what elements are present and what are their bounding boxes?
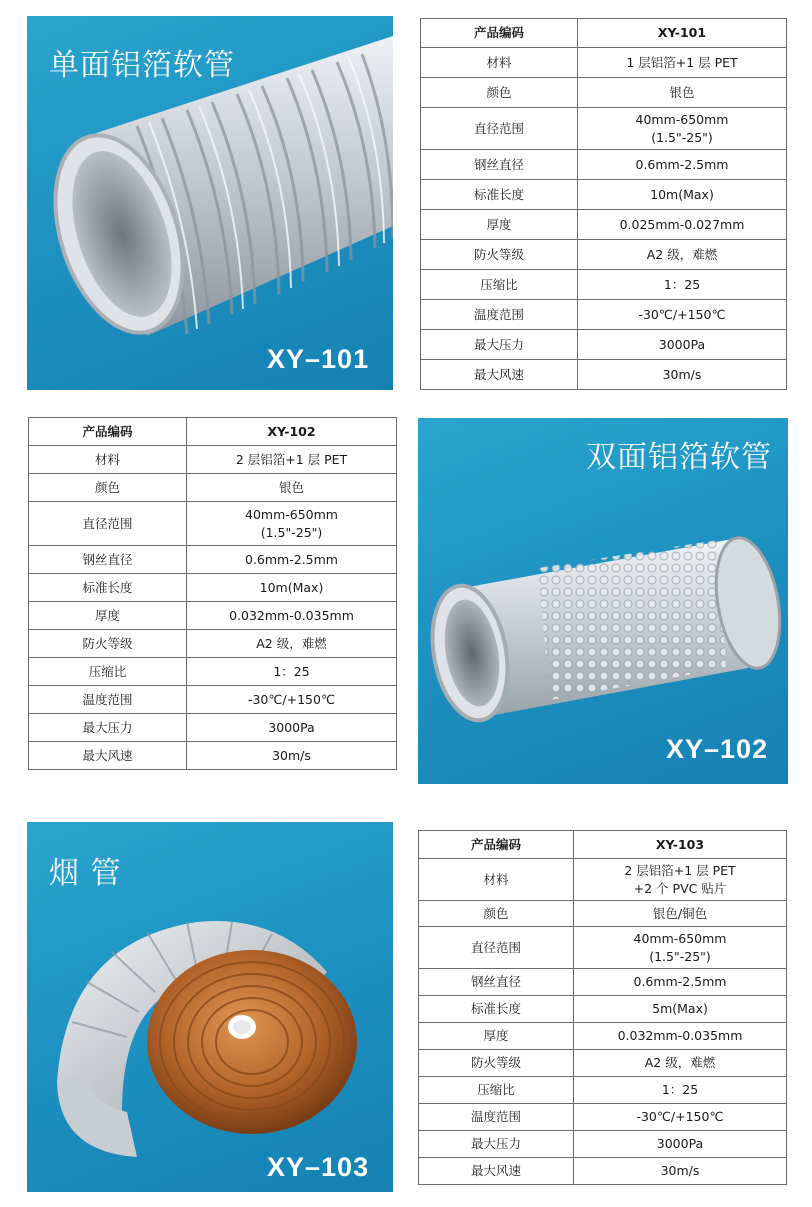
spec-row bbox=[29, 546, 397, 574]
spec-value: -30℃/+150℃ bbox=[187, 686, 397, 714]
spec-value: 1：25 bbox=[187, 658, 397, 686]
spec-value: A2 级，难燃 bbox=[578, 240, 787, 270]
spec-value: A2 级，难燃 bbox=[187, 630, 397, 658]
spec-value: 0.025mm-0.027mm bbox=[578, 210, 787, 240]
spec-row bbox=[29, 446, 397, 474]
spec-key: 钢丝直径 bbox=[419, 969, 574, 996]
spec-key: 最大风速 bbox=[29, 742, 187, 770]
spec-key: 材料 bbox=[421, 48, 578, 78]
spec-key: 厚度 bbox=[421, 210, 578, 240]
product-3-photo-panel bbox=[27, 822, 393, 1192]
spec-value: XY-103 bbox=[574, 831, 787, 859]
spec-row bbox=[29, 742, 397, 770]
spec-row bbox=[29, 630, 397, 658]
spec-value: -30℃/+150℃ bbox=[578, 300, 787, 330]
spec-key: 钢丝直径 bbox=[421, 150, 578, 180]
spec-key: 颜色 bbox=[29, 474, 187, 502]
spec-value: XY-102 bbox=[187, 418, 397, 446]
spec-header-row bbox=[29, 418, 397, 446]
spec-row bbox=[421, 78, 787, 108]
spec-row bbox=[419, 1104, 787, 1131]
spec-key: 压缩比 bbox=[29, 658, 187, 686]
spec-value: A2 级，难燃 bbox=[574, 1050, 787, 1077]
spec-key: 标准长度 bbox=[29, 574, 187, 602]
spec-key: 产品编码 bbox=[29, 418, 187, 446]
spec-key: 材料 bbox=[29, 446, 187, 474]
spec-key: 厚度 bbox=[29, 602, 187, 630]
spec-row bbox=[29, 686, 397, 714]
spec-key: 防火等级 bbox=[419, 1050, 574, 1077]
spec-value: 1：25 bbox=[578, 270, 787, 300]
spec-value: 40mm-650mm (1.5"-25") bbox=[187, 502, 397, 546]
spec-key: 压缩比 bbox=[421, 270, 578, 300]
spec-row bbox=[419, 859, 787, 901]
spec-row bbox=[419, 996, 787, 1023]
product-2-photo-panel bbox=[418, 418, 788, 784]
spec-row bbox=[419, 969, 787, 996]
spec-value: 0.032mm-0.035mm bbox=[187, 602, 397, 630]
spec-row bbox=[421, 300, 787, 330]
spec-value: 银色/铜色 bbox=[574, 901, 787, 927]
spec-row bbox=[419, 1158, 787, 1185]
spec-value: 40mm-650mm (1.5"-25") bbox=[574, 927, 787, 969]
spec-row bbox=[421, 108, 787, 150]
product-1-spec-table bbox=[420, 18, 787, 390]
spec-key: 材料 bbox=[419, 859, 574, 901]
spec-value: 2 层铝箔+1 层 PET +2 个 PVC 贴片 bbox=[574, 859, 787, 901]
product-3-code-label: XY–103 bbox=[267, 1152, 370, 1182]
spec-row bbox=[29, 714, 397, 742]
spec-key: 最大压力 bbox=[421, 330, 578, 360]
spec-row bbox=[421, 210, 787, 240]
product-1-photo-panel bbox=[27, 16, 393, 390]
spec-value: 0.6mm-2.5mm bbox=[187, 546, 397, 574]
spec-key: 温度范围 bbox=[29, 686, 187, 714]
spec-value: 10m(Max) bbox=[187, 574, 397, 602]
spec-row bbox=[421, 360, 787, 390]
spec-key: 颜色 bbox=[421, 78, 578, 108]
product-2-title: 双面铝箔软管 bbox=[586, 440, 772, 475]
product-3-spec-table bbox=[418, 830, 787, 1185]
spec-key: 最大风速 bbox=[419, 1158, 574, 1185]
spec-value: 30m/s bbox=[574, 1158, 787, 1185]
spec-row bbox=[419, 927, 787, 969]
spec-value: 银色 bbox=[578, 78, 787, 108]
spec-value: 10m(Max) bbox=[578, 180, 787, 210]
product-1-title: 单面铝箔软管 bbox=[49, 48, 235, 83]
spec-row bbox=[419, 1077, 787, 1104]
spec-key: 最大压力 bbox=[419, 1131, 574, 1158]
spec-value: 40mm-650mm (1.5"-25") bbox=[578, 108, 787, 150]
spec-key: 温度范围 bbox=[421, 300, 578, 330]
spec-row bbox=[421, 330, 787, 360]
spec-key: 产品编码 bbox=[421, 19, 578, 48]
spec-row bbox=[419, 1023, 787, 1050]
spec-key: 防火等级 bbox=[29, 630, 187, 658]
spec-value: 30m/s bbox=[578, 360, 787, 390]
spec-key: 温度范围 bbox=[419, 1104, 574, 1131]
spec-header-row bbox=[419, 831, 787, 859]
spec-value: 3000Pa bbox=[578, 330, 787, 360]
spec-key: 直径范围 bbox=[29, 502, 187, 546]
spec-value: -30℃/+150℃ bbox=[574, 1104, 787, 1131]
spec-row bbox=[419, 1131, 787, 1158]
spec-key: 最大风速 bbox=[421, 360, 578, 390]
spec-key: 产品编码 bbox=[419, 831, 574, 859]
spec-value: 1 层铝箔+1 层 PET bbox=[578, 48, 787, 78]
spec-row bbox=[29, 502, 397, 546]
spec-key: 直径范围 bbox=[421, 108, 578, 150]
spec-value: 3000Pa bbox=[574, 1131, 787, 1158]
spec-key: 直径范围 bbox=[419, 927, 574, 969]
spec-key: 防火等级 bbox=[421, 240, 578, 270]
spec-row bbox=[29, 602, 397, 630]
spec-value: 3000Pa bbox=[187, 714, 397, 742]
spec-row bbox=[421, 270, 787, 300]
spec-key: 最大压力 bbox=[29, 714, 187, 742]
spec-key: 标准长度 bbox=[419, 996, 574, 1023]
spec-value: 0.6mm-2.5mm bbox=[574, 969, 787, 996]
spec-row bbox=[421, 240, 787, 270]
spec-key: 压缩比 bbox=[419, 1077, 574, 1104]
product-2-spec-table bbox=[28, 417, 397, 770]
spec-key: 标准长度 bbox=[421, 180, 578, 210]
product-2-code-label: XY–102 bbox=[666, 734, 769, 764]
spec-value: XY-101 bbox=[578, 19, 787, 48]
spec-row bbox=[421, 180, 787, 210]
spec-key: 钢丝直径 bbox=[29, 546, 187, 574]
spec-row bbox=[29, 574, 397, 602]
spec-value: 1：25 bbox=[574, 1077, 787, 1104]
spec-row bbox=[29, 658, 397, 686]
spec-value: 2 层铝箔+1 层 PET bbox=[187, 446, 397, 474]
spec-header-row bbox=[421, 19, 787, 48]
spec-value: 0.032mm-0.035mm bbox=[574, 1023, 787, 1050]
spec-value: 银色 bbox=[187, 474, 397, 502]
spec-value: 30m/s bbox=[187, 742, 397, 770]
spec-value: 5m(Max) bbox=[574, 996, 787, 1023]
spec-row bbox=[421, 48, 787, 78]
spec-key: 厚度 bbox=[419, 1023, 574, 1050]
product-3-title: 烟 管 bbox=[49, 856, 122, 891]
spec-row bbox=[421, 150, 787, 180]
spec-row bbox=[419, 1050, 787, 1077]
spec-key: 颜色 bbox=[419, 901, 574, 927]
spec-row bbox=[29, 474, 397, 502]
spec-row bbox=[419, 901, 787, 927]
product-1-code-label: XY–101 bbox=[267, 344, 370, 374]
spec-value: 0.6mm-2.5mm bbox=[578, 150, 787, 180]
